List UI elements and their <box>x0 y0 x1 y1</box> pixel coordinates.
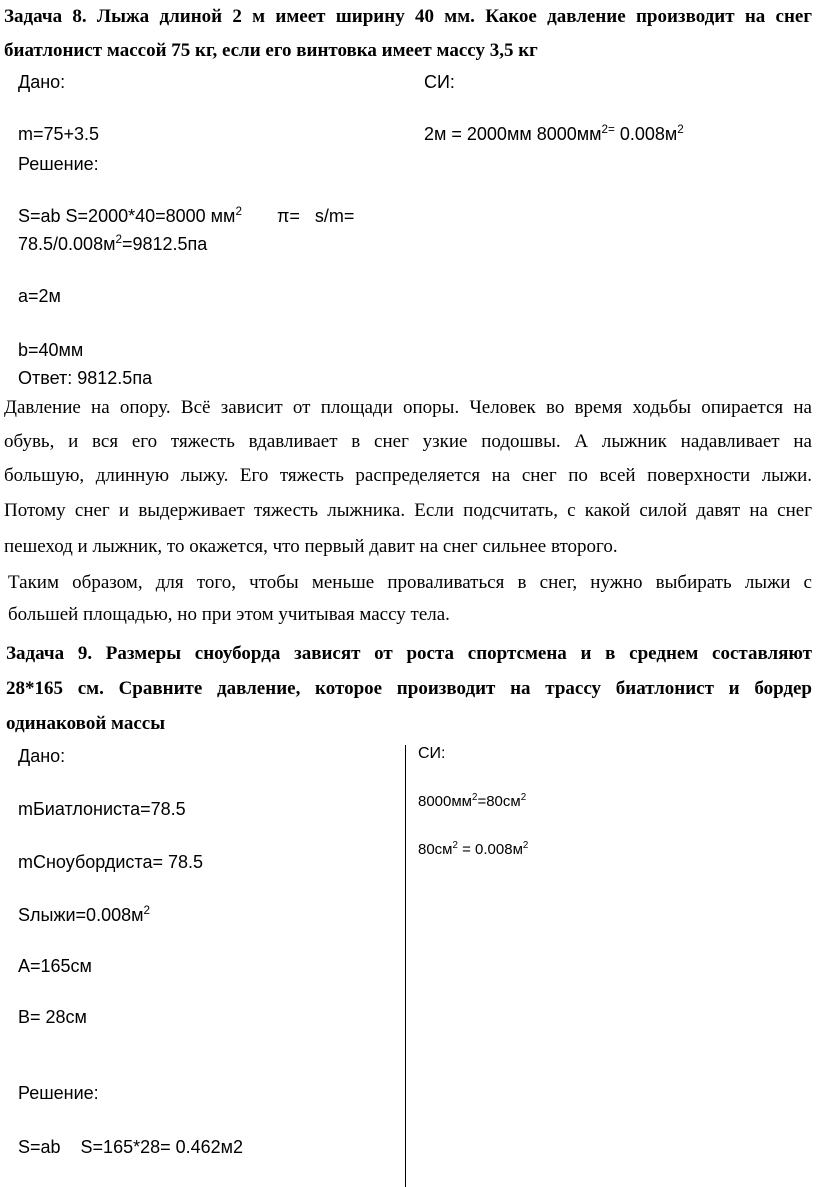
solution-label: Решение: <box>18 154 99 174</box>
formula-9: S=ab S=165*28= 0.462м2 <box>18 1137 244 1157</box>
paragraph1-line: Потому снег и выдерживает тяжесть лыжника. Если подсчитать, с какой силой давят на снег <box>4 500 812 521</box>
task9-line2: 28*165 см. Сравните давление, которое производит на трассу биатлонист и бордер <box>6 678 812 699</box>
b-value: b=40мм <box>18 340 84 360</box>
given-label-9: Дано: <box>18 746 66 766</box>
paragraph2-last-line: большей площадью, но при этом учитывая массу тела. <box>8 604 450 625</box>
formula-line2: $78.5/0.008м^2=9812.5па$ <box>18 233 208 254</box>
a-value: a=2м <box>18 286 61 306</box>
task8-line2: биатлонист массой 75 кг, если его винтовка имеет массу 3,5 кг <box>4 40 538 61</box>
task9-line3: одинаковой массы <box>6 713 166 734</box>
given-label: Дано: <box>18 72 66 92</box>
m-snowboarder: mСноубордиста= 78.5 <box>18 852 204 872</box>
a-value-9: A=165см <box>18 956 92 976</box>
m-biathlete: mБиатлониста=78.5 <box>18 799 186 819</box>
solution-label-9: Решение: <box>18 1083 99 1103</box>
b-value-9: B= 28см <box>18 1007 87 1027</box>
paragraph2-line: Таким образом, для того, чтобы меньше проваливаться в снег, нужно выбирать лыжи с <box>8 572 812 593</box>
task8-line1: Задача 8. Лыжа длиной 2 м имеет ширину 40 мм. Какое давление производит на снег <box>4 6 812 27</box>
paragraph1-line: большую, длинную лыжу. Его тяжесть распределяется на снег по всей поверхности лыжи. <box>4 465 812 486</box>
answer: Ответ: 9812.5па <box>18 368 153 388</box>
si-label: СИ: <box>424 72 455 92</box>
paragraph1-last-line: пешеход и лыжник, то окажется, что первый давит на снег сильнее второго. <box>4 536 618 557</box>
paragraph1-line: обувь, и вся его тяжесть вдавливает в снег узкие подошвы. А лыжник надавливает на <box>4 431 812 452</box>
task9-line1: Задача 9. Размеры сноуборда зависят от роста спортсмена и в среднем составляют <box>6 643 812 664</box>
si-conversion-2: $80см^2 = 0.008м^2$ <box>418 840 529 858</box>
si-conversion: 2м = 2000мм $8000мм^{2=}$ $0.008м^2$ <box>424 123 684 144</box>
formula-line1: S=ab S=2000*40=8000 $мм^2$ π= s/m= <box>18 205 355 226</box>
paragraph1-line: Давление на опору. Всё зависит от площади опоры. Человек во время ходьбы опирается на <box>4 397 812 418</box>
s-ski: $Sлыжи=0.008м^2$ <box>18 904 150 925</box>
si-label-9: СИ: <box>418 745 446 762</box>
si-conversion-1: $8000мм^2=80см^2$ <box>418 792 527 810</box>
mass-given: m=75+3.5 <box>18 124 100 144</box>
column-divider <box>405 745 406 1187</box>
